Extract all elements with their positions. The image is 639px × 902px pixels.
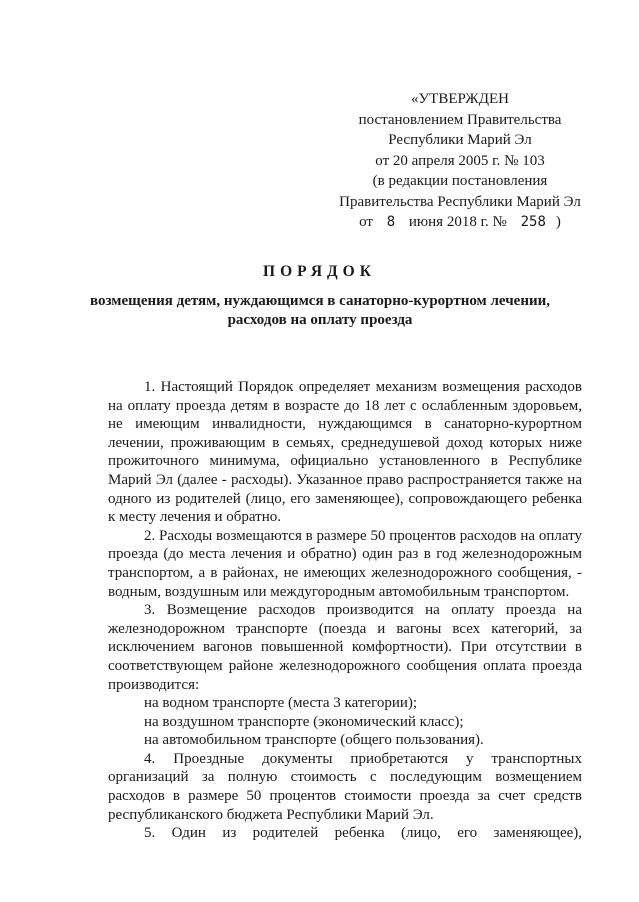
- document-title: ПОРЯДОК: [263, 263, 376, 280]
- approval-line: Правительства Республики Марий Эл: [339, 193, 581, 210]
- paragraph-5: 5. Один из родителей ребенка (лицо, его заменяющее),: [144, 825, 582, 842]
- approval-line: постановлением Правительства: [358, 111, 562, 128]
- approval-line: от 20 апреля 2005 г. № 103: [375, 152, 545, 169]
- subtitle-line: расходов на оплату проезда: [227, 312, 413, 328]
- approval-line: «УТВЕРЖДЕН: [411, 91, 509, 107]
- list-item: на водном транспорте (места 3 категории);: [144, 695, 418, 712]
- amendment-mid: июня 2018 г. №: [408, 214, 507, 230]
- paragraph-1: 1. Настоящий Порядок определяет механизм возмещения расходов на оплату проезда детям в возрасте до 18 лет с ослабленным здоровьем, не имеющим инвалидности, нуждающимся в санаторно-курортном лечении, проживающим в семьях, среднедушевой доход которых ниже прожиточного минимума, официально установленного в Республике Марий Эл (далее - расходы). Указанное право распространяется также на одного из родителей (лицо, его заменяющее), сопровождающего ребенка к месту лечения и обратно.: [108, 379, 582, 526]
- document-body: [108, 378, 582, 843]
- subtitle-line: возмещения детям, нуждающимся в санаторно-курортном лечении,: [89, 293, 551, 309]
- paragraph-3: 3. Возмещение расходов производится на оплату проезда на железнодорожном транспорте (поезда и вагоны всех категорий, за исключением вагонов повышенной комфортности). При отсутствии в соответствующем районе железнодорожного сообщения оплата проезда производится:: [108, 602, 582, 693]
- document-subtitle: [40, 292, 600, 330]
- paragraph-4: 4. Проездные документы приобретаются у транспортных организаций за полную стоимость с последующим возмещением расходов в размере 50 процентов стоимости проезда за счет средств республиканского бюджета Республики Марий Эл.: [108, 750, 582, 823]
- list-item: на автомобильном транспорте (общего пользования).: [144, 732, 484, 749]
- approval-line: (в редакции постановления: [372, 173, 548, 189]
- amendment-day: 8: [386, 214, 396, 230]
- amendment-close: ): [555, 214, 561, 230]
- amendment-prefix: от: [359, 214, 373, 230]
- paragraph-2: 2. Расходы возмещаются в размере 50 процентов расходов на оплату проезда (до места лечения и обратно) один раз в год железнодорожным транспортом, а в районах, не имеющих железнодорожного сообщения, - водным, воздушным или междугородным автомобильным транспортом.: [108, 527, 582, 600]
- approval-stamp: [330, 89, 590, 233]
- amendment-date-line: [330, 212, 590, 233]
- approval-line: Республики Марий Эл: [388, 132, 532, 148]
- amendment-number: 258: [520, 214, 546, 230]
- list-item: на воздушном транспорте (экономический класс);: [144, 713, 464, 730]
